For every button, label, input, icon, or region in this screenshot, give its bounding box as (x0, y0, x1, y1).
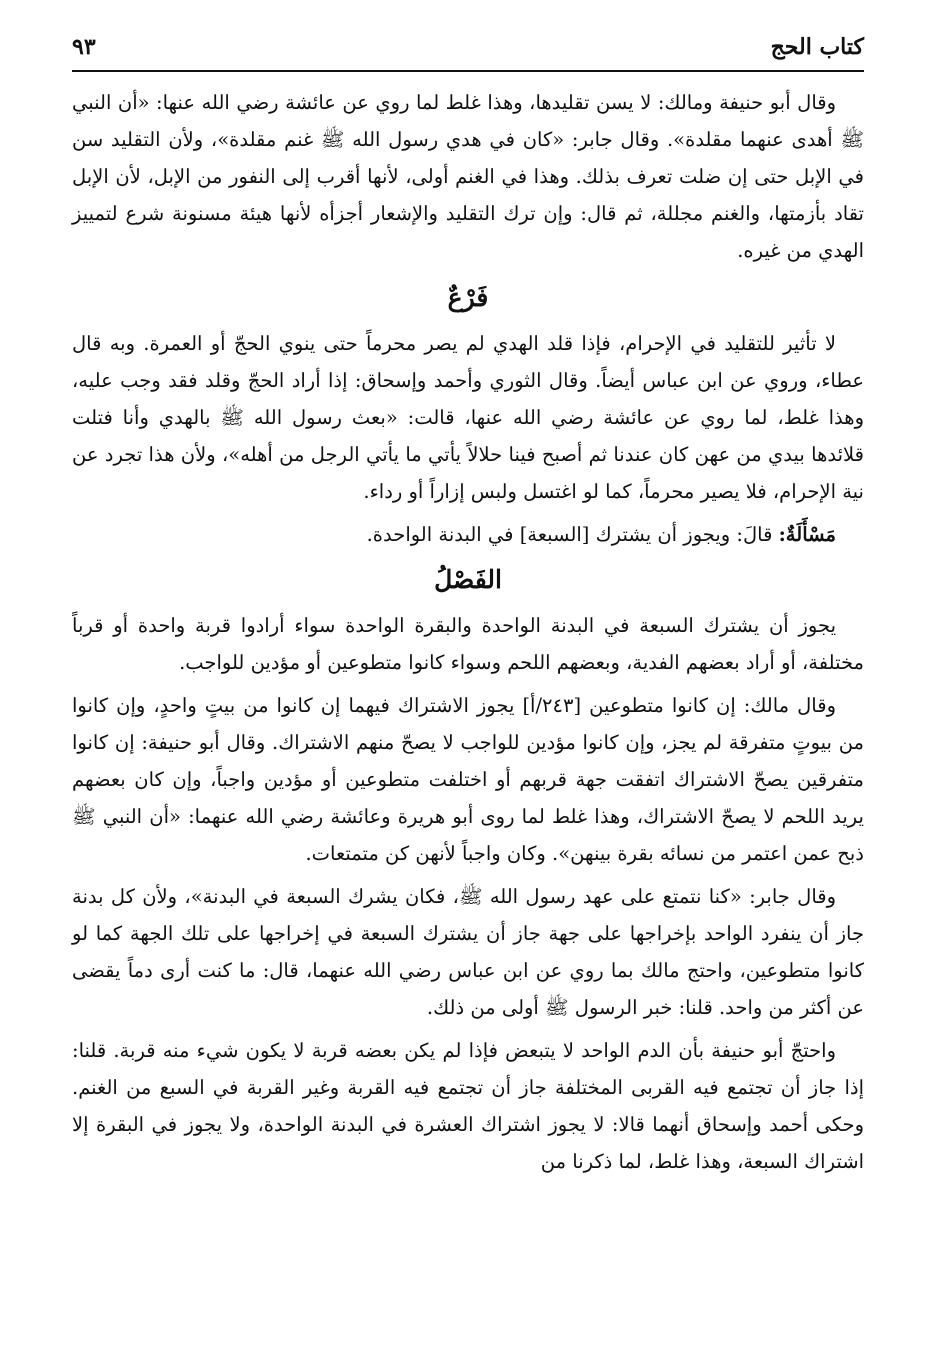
masala-text: قالَ: ويجوز أن يشترك [السبعة] في البدنة الواحدة. (366, 523, 773, 546)
book-title: كتاب الحج (770, 34, 864, 60)
paragraph-jabir-hadith: وقال جابر: «كنا نتمتع على عهد رسول الله ﷺ، فكان يشرك السبعة في البدنة»، ولأن كل بدنة جاز أن ينفرد الواحد بإخراجها على جهة جاز أن يشترك السبعة في إخراجها على تلك الجهة كما لو كانوا متطوعين، واحتج مالك بما روي عن ابن عباس رضي الله عنهما، قال: ما كنت أرى دماً يقضى عن أكثر من واحد. قلنا: خبر الرسول ﷺ أولى من ذلك. (72, 885, 864, 1019)
masala-statement (72, 516, 864, 553)
page-number: ٩٣ (72, 34, 96, 60)
heading-fasl: الفَصْلُ (434, 565, 502, 594)
paragraph-abu-hanifa-argument: واحتجّ أبو حنيفة بأن الدم الواحد لا يتبعض فإذا لم يكن بعضه قربة لا يكون شيء منه قربة. قلنا: إذا جاز أن تجتمع فيه القربى المختلفة جاز أن تجتمع فيه القربة وغير القربة في السبع من الغنم. وحكى أحمد وإسحاق أنهما قالا: لا يجوز اشتراك العشرة في البدنة الواحدة، ولا يجوز في البقرة إلا اشتراك السبعة، وهذا غلط، لما ذكرنا من (72, 1039, 864, 1173)
paragraph-sharing-badana: يجوز أن يشترك السبعة في البدنة الواحدة والبقرة الواحدة سواء أرادوا قربة واحدة أو قرباً مختلفة، أو أراد بعضهم الفدية، وبعضهم اللحم وسواء كانوا متطوعين أو مؤدين للواجب. (72, 614, 864, 674)
masala-label: مَسْأَلَةٌ: (778, 523, 836, 546)
book-page (72, 24, 864, 1186)
paragraph-taqlid-ihram: لا تأثير للتقليد في الإحرام، فإذا قلد الهدي لم يصر محرماً حتى ينوي الحجّ أو العمرة. وبه قال عطاء، وروي عن ابن عباس أيضاً. وقال الثوري وأحمد وإسحاق: إذا أراد الحجّ وقلد فقد وجب عليه، وهذا غلط، لما روي عن عائشة رضي الله عنها، قالت: «بعث رسول الله ﷺ بالهدي وأنا فتلت قلائدها بيدي من عهن كان عندنا ثم أصبح فينا حلالاً يأتي ما يأتي الرجل من أهله»، ولأن هذا تجرد عن نية الإحرام، فلا يصير محرماً، كما لو اغتسل ولبس إزاراً أو رداء. (72, 332, 864, 503)
paragraph-malik-abu-hanifa: وقال مالك: إن كانوا متطوعين [٢٤٣/أ] يجوز الاشتراك فيهما إن كانوا من بيتٍ واحدٍ، وإن كانوا من بيوتٍ متفرقة لم يجز، وإن كانوا مؤدين للواجب لا يصحّ منهم الاشتراك. وقال أبو حنيفة: إن كانوا متفرقين يصحّ الاشتراك اتفقت جهة قربهم أو اختلفت متطوعين أو مؤدين واجباً، وإن كان بعضهم يريد اللحم لا يصحّ الاشتراك، وهذا غلط لما روى أبو هريرة وعائشة رضي الله عنهما: «أن النبي ﷺ ذبح عمن اعتمر من نسائه بقرة بينهن». وكان واجباً لأنهن كن متمتعات. (72, 694, 864, 865)
paragraph-taqlid-opinions: وقال أبو حنيفة ومالك: لا يسن تقليدها، وهذا غلط لما روي عن عائشة رضي الله عنها: «أن النبي ﷺ أهدى عنهما مقلدة». وقال جابر: «كان في هدي رسول الله ﷺ غنم مقلدة»، ولأن التقليد سن في الإبل حتى إن ضلت تعرف بذلك. وهذا في الغنم أولى، لأنها أقرب إلى النفور من الإبل، لأن الإبل تقاد بأزمتها، والغنم مجللة، ثم قال: وإن ترك التقليد والإشعار أجزأه لأنها هيئة مسنونة شرع لتمييز الهدي من غيره. (72, 91, 864, 262)
running-header (72, 24, 864, 72)
heading-far: فَرْعٌ (447, 283, 489, 312)
